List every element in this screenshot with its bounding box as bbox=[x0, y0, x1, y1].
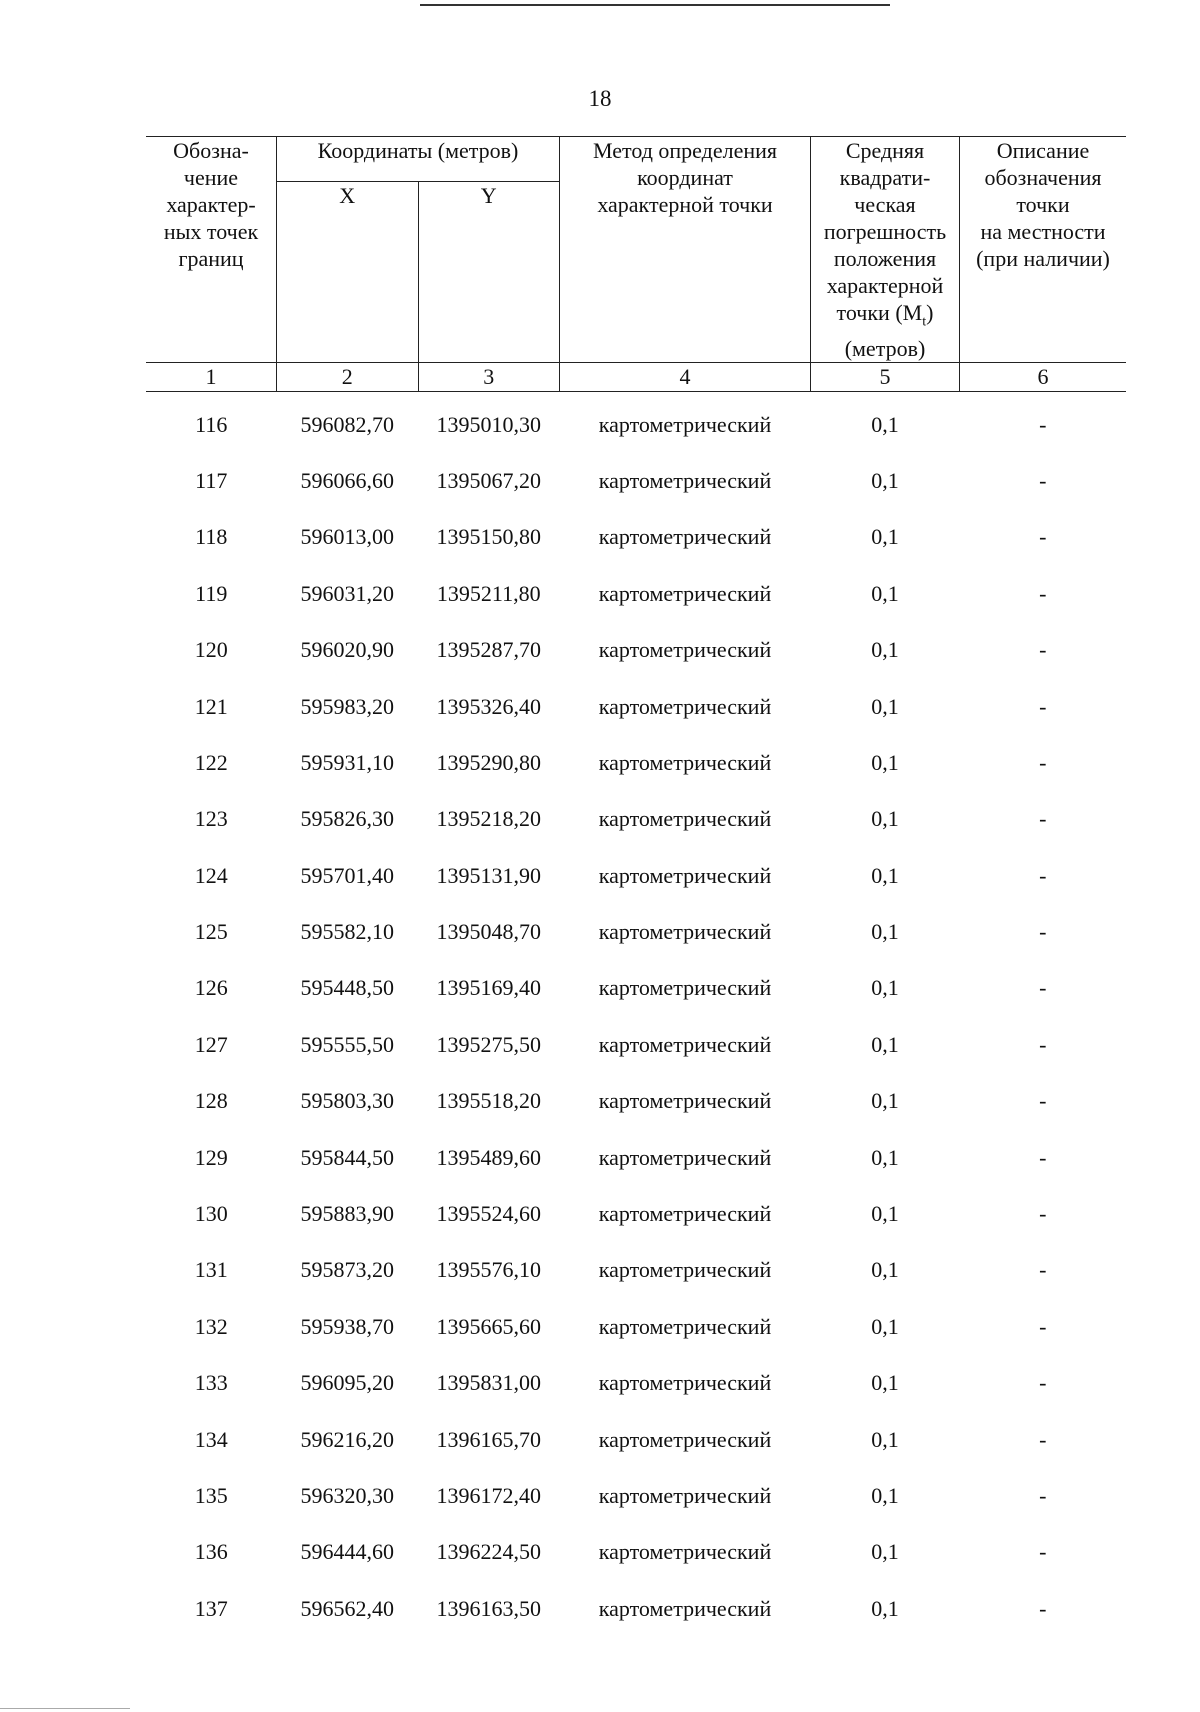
method-cell: картометрический bbox=[598, 637, 772, 663]
header-coordinates-group: Координаты (метров) bbox=[277, 137, 560, 182]
error-cell: 0,1 bbox=[871, 580, 899, 606]
error-cell: 0,1 bbox=[871, 806, 899, 832]
y-cell: 1396165,70 bbox=[436, 1426, 541, 1452]
y-cell: 1395831,00 bbox=[436, 1370, 541, 1396]
header-description bbox=[960, 137, 1127, 363]
header-description-text: Описание обозначения точки на местности (при наличии) bbox=[976, 138, 1110, 271]
description-cell: - bbox=[1039, 862, 1047, 888]
method-cell: картометрический bbox=[598, 411, 772, 437]
x-cell: 596444,60 bbox=[300, 1539, 394, 1565]
table-row bbox=[146, 396, 1126, 452]
point-cell: 119 bbox=[195, 580, 228, 606]
table-row bbox=[146, 848, 1126, 904]
table-row bbox=[146, 678, 1126, 734]
top-rule bbox=[420, 4, 890, 6]
method-cell: картометрический bbox=[598, 1370, 772, 1396]
y-cell: 1395665,60 bbox=[436, 1313, 541, 1339]
point-cell: 132 bbox=[194, 1313, 228, 1339]
y-cell: 1395010,30 bbox=[436, 411, 541, 437]
header-y: Y bbox=[418, 182, 560, 363]
x-cell: 595582,10 bbox=[300, 919, 394, 945]
error-cell: 0,1 bbox=[871, 1539, 899, 1565]
error-cell: 0,1 bbox=[871, 637, 899, 663]
error-cell: 0,1 bbox=[871, 411, 899, 437]
coordinates-table bbox=[146, 136, 1126, 1637]
point-cell: 136 bbox=[194, 1539, 228, 1565]
method-cell: картометрический bbox=[598, 806, 772, 832]
table-row bbox=[146, 1017, 1126, 1073]
x-cell: 596020,90 bbox=[300, 637, 394, 663]
table-row bbox=[146, 1129, 1126, 1185]
y-cell: 1395048,70 bbox=[436, 919, 541, 945]
y-cell: 1395131,90 bbox=[436, 862, 541, 888]
error-cell: 0,1 bbox=[871, 524, 899, 550]
method-cell: картометрический bbox=[598, 862, 772, 888]
x-cell: 595938,70 bbox=[300, 1313, 394, 1339]
x-cell: 595555,50 bbox=[300, 1031, 394, 1057]
x-cell: 596216,20 bbox=[300, 1426, 394, 1452]
error-cell: 0,1 bbox=[871, 467, 899, 493]
table-row bbox=[146, 960, 1126, 1016]
description-cell: - bbox=[1039, 467, 1047, 493]
header-row-1 bbox=[146, 137, 1126, 182]
error-cell: 0,1 bbox=[871, 693, 899, 719]
description-cell: - bbox=[1039, 1370, 1047, 1396]
point-cell: 129 bbox=[194, 1144, 228, 1170]
description-cell: - bbox=[1039, 524, 1047, 550]
x-cell: 595983,20 bbox=[300, 693, 394, 719]
description-cell: - bbox=[1039, 580, 1047, 606]
error-cell: 0,1 bbox=[871, 1426, 899, 1452]
table-row bbox=[146, 1411, 1126, 1467]
method-cell: картометрический bbox=[598, 975, 772, 1001]
x-cell: 596082,70 bbox=[300, 411, 394, 437]
x-cell: 596562,40 bbox=[300, 1595, 394, 1621]
error-cell: 0,1 bbox=[871, 1031, 899, 1057]
x-cell: 596066,60 bbox=[300, 467, 394, 493]
table-row bbox=[146, 1468, 1126, 1524]
table-row bbox=[146, 1581, 1126, 1637]
x-cell: 595826,30 bbox=[300, 806, 394, 832]
x-cell: 595931,10 bbox=[300, 749, 394, 775]
column-numbers-row bbox=[146, 363, 1126, 392]
column-number: 3 bbox=[418, 363, 560, 392]
description-cell: - bbox=[1039, 1201, 1047, 1227]
table-row bbox=[146, 1355, 1126, 1411]
point-cell: 116 bbox=[195, 411, 228, 437]
description-cell: - bbox=[1039, 1595, 1047, 1621]
y-cell: 1395326,40 bbox=[436, 693, 541, 719]
method-cell: картометрический bbox=[598, 1426, 772, 1452]
table-row bbox=[146, 735, 1126, 791]
method-cell: картометрический bbox=[598, 1031, 772, 1057]
method-cell: картометрический bbox=[598, 1483, 772, 1508]
column-number: 4 bbox=[560, 363, 811, 392]
method-cell: картометрический bbox=[598, 524, 772, 550]
y-cell: 1396163,50 bbox=[436, 1595, 541, 1621]
x-cell: 595883,90 bbox=[300, 1201, 394, 1227]
y-cell: 1396172,40 bbox=[436, 1483, 541, 1508]
point-cell: 123 bbox=[194, 806, 228, 832]
table-row bbox=[146, 509, 1126, 565]
x-cell: 596320,30 bbox=[300, 1483, 394, 1508]
method-cell: картометрический bbox=[598, 1144, 772, 1170]
x-cell: 595844,50 bbox=[300, 1144, 394, 1170]
header-x: X bbox=[277, 182, 419, 363]
y-cell: 1395218,20 bbox=[436, 806, 541, 832]
point-cell: 133 bbox=[194, 1370, 228, 1396]
y-cell: 1395150,80 bbox=[436, 524, 541, 550]
method-cell: картометрический bbox=[598, 1313, 772, 1339]
description-cell: - bbox=[1039, 411, 1047, 437]
y-cell: 1395524,60 bbox=[436, 1201, 541, 1227]
description-cell: - bbox=[1039, 919, 1047, 945]
error-cell: 0,1 bbox=[871, 1370, 899, 1396]
description-cell: - bbox=[1039, 1088, 1047, 1114]
description-cell: - bbox=[1039, 1257, 1047, 1283]
x-cell: 595803,30 bbox=[300, 1088, 394, 1114]
column-number: 5 bbox=[811, 363, 960, 392]
y-cell: 1395290,80 bbox=[436, 749, 541, 775]
point-cell: 135 bbox=[194, 1483, 228, 1508]
error-cell: 0,1 bbox=[871, 1201, 899, 1227]
y-cell: 1395211,80 bbox=[436, 580, 541, 606]
table-row bbox=[146, 1242, 1126, 1298]
table-row bbox=[146, 1524, 1126, 1580]
header-error-text: Средняя квадрати- ческая погрешность положения характерной точки $(M_t)$ (метров) bbox=[823, 138, 947, 362]
column-number: 6 bbox=[960, 363, 1127, 392]
method-cell: картометрический bbox=[598, 919, 772, 945]
point-cell: 124 bbox=[194, 862, 228, 888]
error-cell: 0,1 bbox=[871, 975, 899, 1001]
x-cell: 595701,40 bbox=[300, 862, 394, 888]
error-cell: 0,1 bbox=[871, 1313, 899, 1339]
y-cell: 1395287,70 bbox=[436, 637, 541, 663]
point-cell: 128 bbox=[194, 1088, 228, 1114]
method-cell: картометрический bbox=[598, 1595, 772, 1621]
error-cell: 0,1 bbox=[871, 1257, 899, 1283]
table-row bbox=[146, 1186, 1126, 1242]
description-cell: - bbox=[1039, 975, 1047, 1001]
error-cell: 0,1 bbox=[871, 1088, 899, 1114]
table-row bbox=[146, 453, 1126, 509]
x-cell: 596095,20 bbox=[300, 1370, 394, 1396]
table-row bbox=[146, 904, 1126, 960]
point-cell: 130 bbox=[194, 1201, 228, 1227]
error-cell: 0,1 bbox=[871, 1483, 899, 1508]
table-row bbox=[146, 791, 1126, 847]
x-cell: 595873,20 bbox=[300, 1257, 394, 1283]
description-cell: - bbox=[1039, 1144, 1047, 1170]
description-cell: - bbox=[1039, 1313, 1047, 1339]
y-cell: 1395275,50 bbox=[436, 1031, 541, 1057]
x-cell: 596031,20 bbox=[300, 580, 394, 606]
header-method bbox=[560, 137, 811, 363]
method-cell: картометрический bbox=[598, 580, 772, 606]
point-cell: 127 bbox=[194, 1031, 228, 1057]
table-row bbox=[146, 1299, 1126, 1355]
y-cell: 1395489,60 bbox=[436, 1144, 541, 1170]
point-cell: 125 bbox=[194, 919, 228, 945]
point-cell: 131 bbox=[194, 1257, 228, 1283]
point-cell: 122 bbox=[194, 749, 228, 775]
description-cell: - bbox=[1039, 1031, 1047, 1057]
point-cell: 118 bbox=[195, 524, 228, 550]
x-cell: 595448,50 bbox=[300, 975, 394, 1001]
description-cell: - bbox=[1039, 1539, 1047, 1565]
error-cell: 0,1 bbox=[871, 1144, 899, 1170]
error-cell: 0,1 bbox=[871, 919, 899, 945]
bottom-rule bbox=[0, 1708, 130, 1709]
column-number: 1 bbox=[146, 363, 277, 392]
point-cell: 126 bbox=[194, 975, 228, 1001]
error-cell: 0,1 bbox=[871, 862, 899, 888]
header-designation bbox=[146, 137, 277, 363]
description-cell: - bbox=[1039, 637, 1047, 663]
description-cell: - bbox=[1039, 1426, 1047, 1452]
y-cell: 1396224,50 bbox=[436, 1539, 541, 1565]
header-method-text: Метод определения координат характерной точки bbox=[592, 138, 778, 217]
header-error bbox=[811, 137, 960, 363]
point-cell: 137 bbox=[194, 1595, 228, 1621]
table-row bbox=[146, 622, 1126, 678]
y-cell: 1395169,40 bbox=[436, 975, 541, 1001]
y-cell: 1395067,20 bbox=[436, 467, 541, 493]
point-cell: 120 bbox=[194, 637, 228, 663]
table-row bbox=[146, 566, 1126, 622]
point-cell: 117 bbox=[195, 467, 228, 493]
description-cell: - bbox=[1039, 806, 1047, 832]
point-cell: 134 bbox=[194, 1426, 228, 1452]
description-cell: - bbox=[1039, 1483, 1047, 1508]
method-cell: картометрический bbox=[598, 1257, 772, 1283]
method-cell: картометрический bbox=[598, 693, 772, 719]
error-cell: 0,1 bbox=[871, 1595, 899, 1621]
y-cell: 1395576,10 bbox=[436, 1257, 541, 1283]
method-cell: картометрический bbox=[598, 1539, 772, 1565]
table-body bbox=[146, 392, 1126, 1637]
point-cell: 121 bbox=[194, 693, 228, 719]
page-number: 18 bbox=[588, 86, 612, 111]
column-number: 2 bbox=[277, 363, 419, 392]
method-cell: картометрический bbox=[598, 1088, 772, 1114]
description-cell: - bbox=[1039, 693, 1047, 719]
description-cell: - bbox=[1039, 749, 1047, 775]
method-cell: картометрический bbox=[598, 749, 772, 775]
x-cell: 596013,00 bbox=[300, 524, 394, 550]
y-cell: 1395518,20 bbox=[436, 1088, 541, 1114]
method-cell: картометрический bbox=[598, 1201, 772, 1227]
table-row bbox=[146, 1073, 1126, 1129]
header-designation-text: Обозна- чение характер- ных точек границ bbox=[163, 138, 259, 271]
error-cell: 0,1 bbox=[871, 749, 899, 775]
method-cell: картометрический bbox=[598, 467, 772, 493]
